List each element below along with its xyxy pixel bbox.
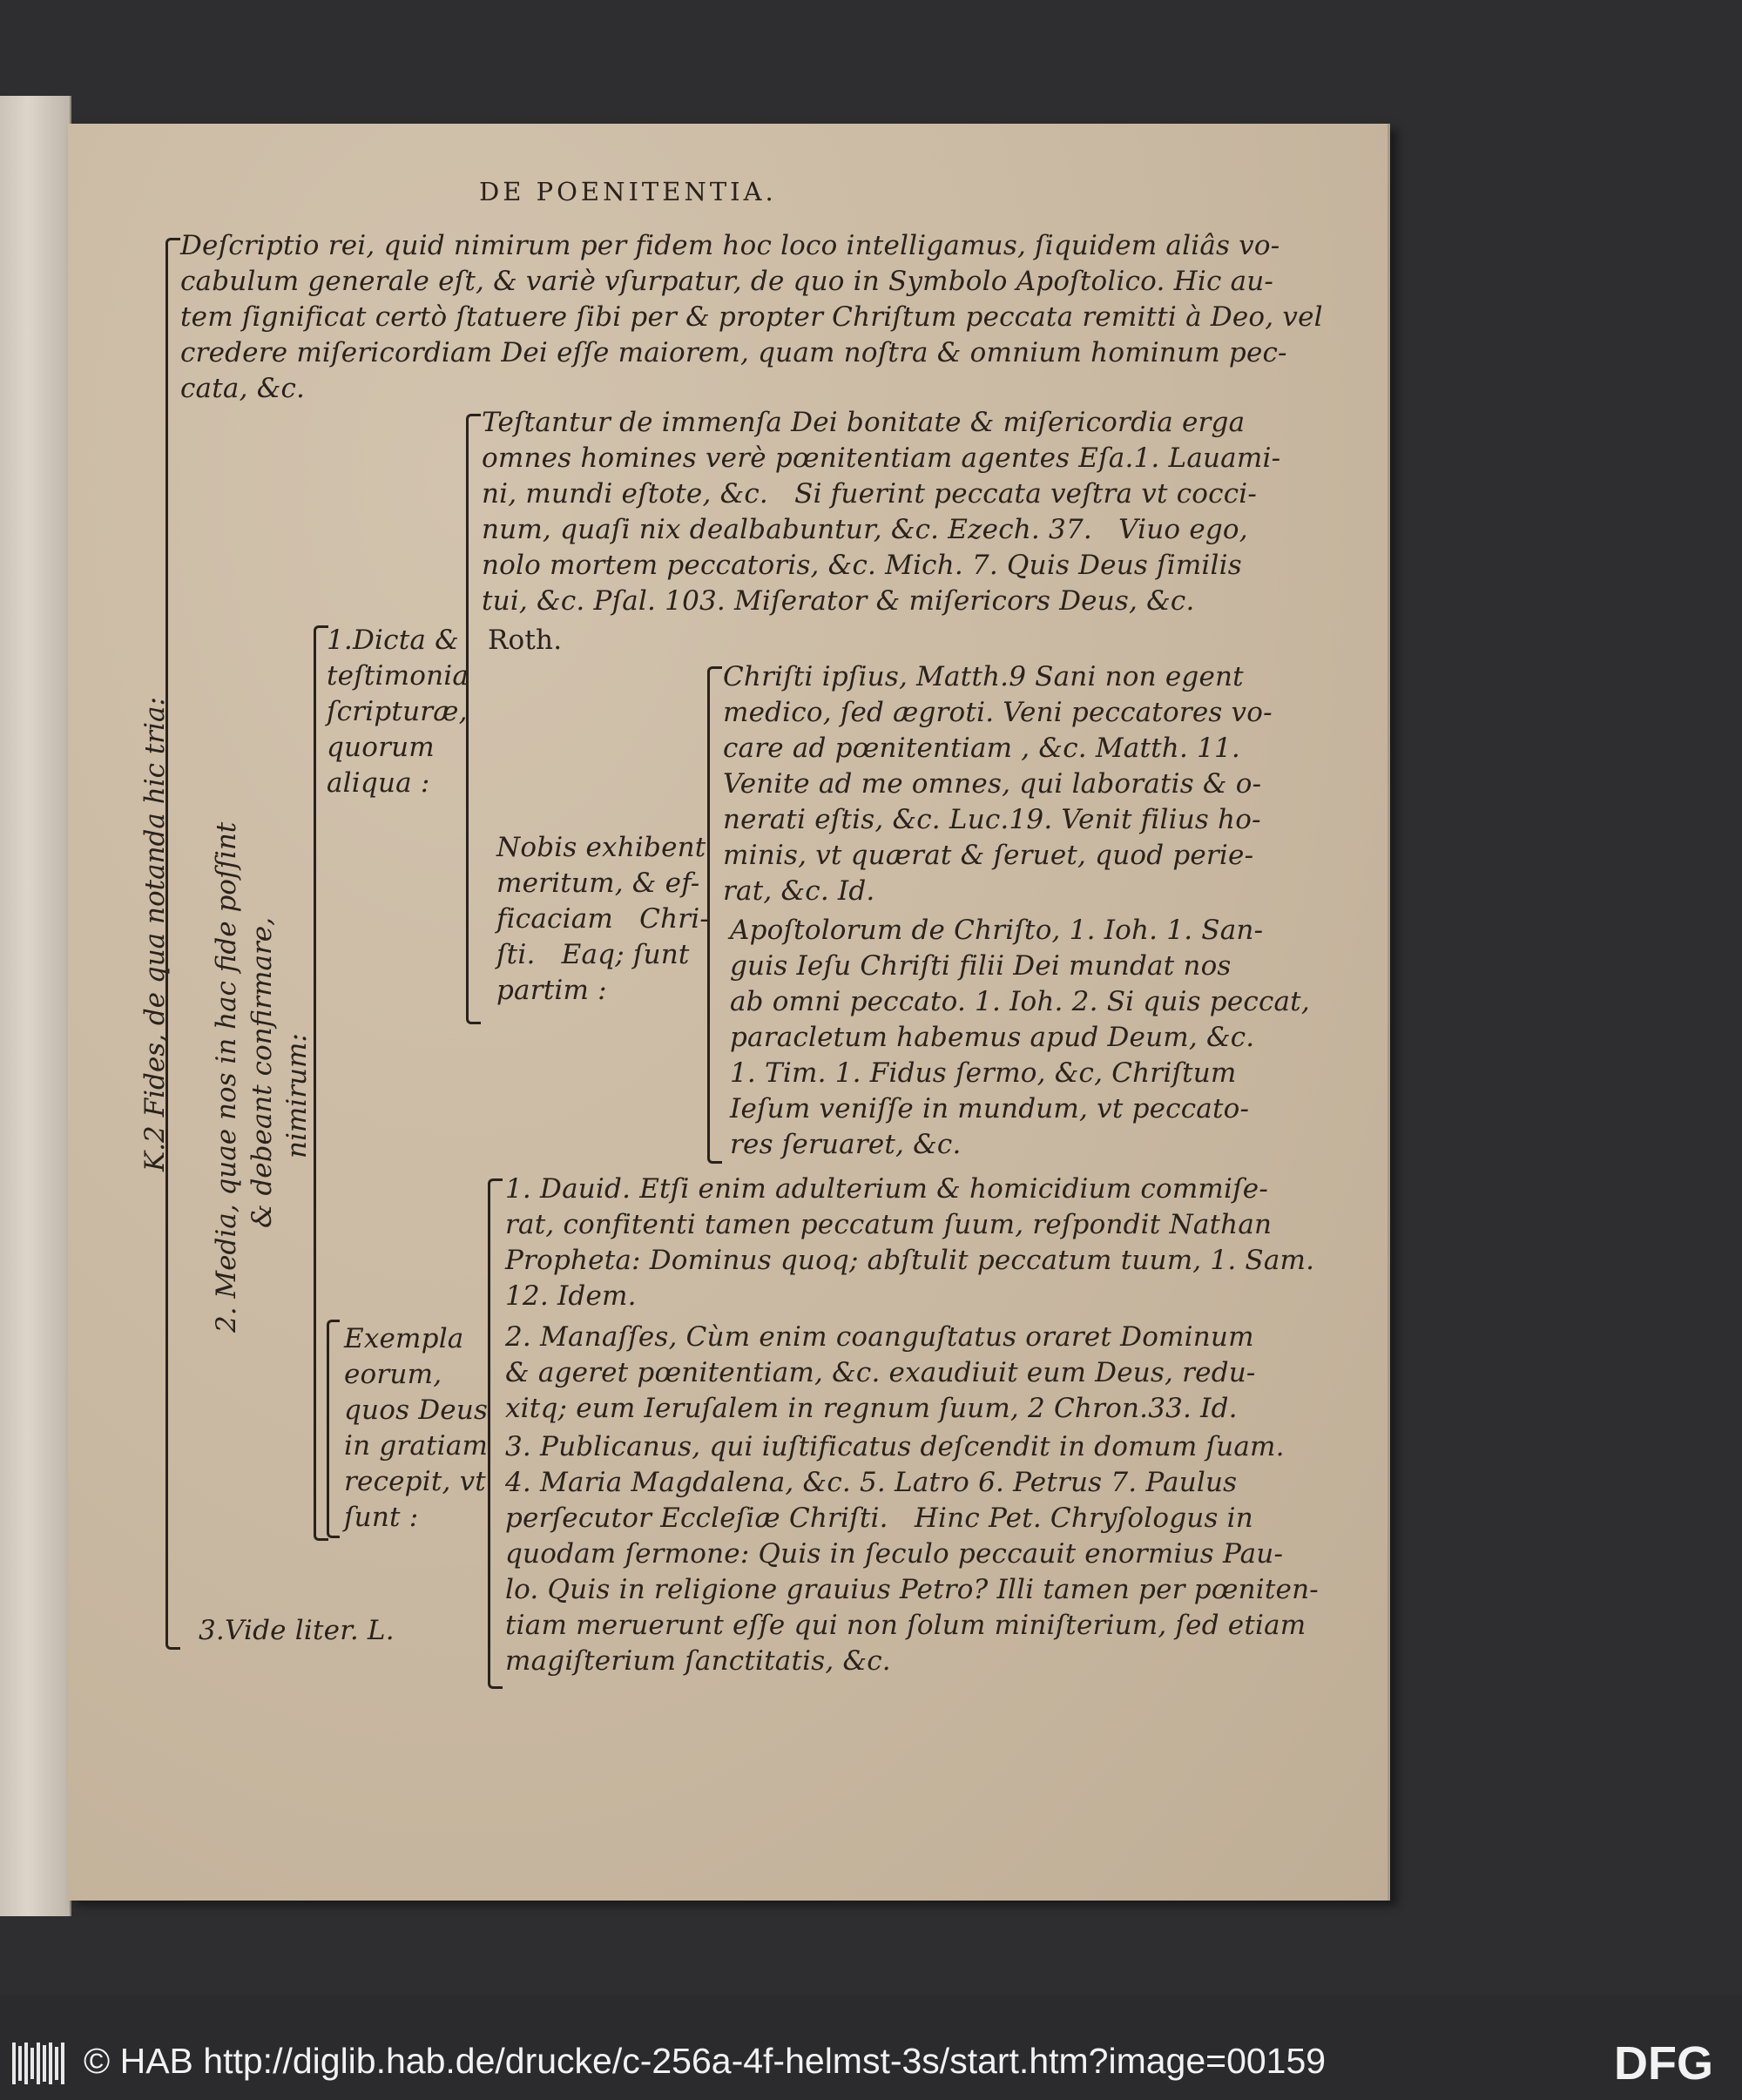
running-head: DE POENITENTIA. (479, 177, 777, 206)
exempla-line: & ageret pœnitentiam, &c. exaudiuit eum Deus, redu- (505, 1357, 1256, 1388)
christi-line: medico, ſed ægroti. Veni peccatores vo- (723, 697, 1273, 728)
side-label-fides: K.2 Fides, de qua notanda hic tria: (139, 697, 171, 1172)
exempla-label-line: quos Deus (344, 1394, 489, 1426)
dicta-label-line: aliqua : (327, 767, 430, 799)
side-label-media-3: nimirum: (281, 1033, 313, 1158)
exempla-line: xitq; eum Ieruſalem in regnum ſuum, 2 Chron.33. Id. (505, 1393, 1238, 1424)
apostolorum-line: res ſeruaret, &c. (730, 1129, 962, 1160)
testantur-line: nolo mortem peccatoris, &c. Mich. 7. Quis Deus ſimilis (482, 550, 1242, 581)
nobis-line: Nobis exhibent (496, 832, 706, 863)
christi-line: care ad pœnitentiam , &c. Matth. 11. (723, 733, 1240, 764)
testantur-line: Roth. (488, 625, 563, 656)
exempla-line: quodam ſermone: Quis in ſeculo peccauit enormius Pau- (505, 1538, 1284, 1570)
exempla-label-bracket (327, 1320, 340, 1538)
apostolorum-line: Apoſtolorum de Chriſto, 1. Ioh. 1. San- (730, 915, 1264, 946)
testantur-line: ni, mundi eſtote, &c. Si fuerint peccata veſtra vt cocci- (482, 478, 1258, 510)
exempla-line: 1. Dauid. Etſi enim adulterium & homicidium commiſe- (505, 1173, 1269, 1205)
nobis-line: ſti. Eaq; ſunt (496, 939, 690, 970)
nobis-line: ficaciam Chri- (496, 903, 710, 935)
nobis-line: meritum, & ef- (496, 868, 700, 899)
dicta-label-line: teſtimonia (327, 660, 469, 692)
exempla-label-line: ſunt : (344, 1502, 419, 1533)
nobis-line: partim : (496, 975, 607, 1006)
christi-line: Venite ad me omnes, qui laboratis & o- (723, 768, 1262, 800)
exempla-line: 3. Publicanus, qui iuſtificatus deſcendit in domum ſuam. (505, 1431, 1285, 1462)
testantur-line: num, quaſi nix dealbabuntur, &c. Ezech. 37. Viuo ego, (482, 514, 1248, 545)
testantur-line: tui, &c. Pſal. 103. Miſerator & miſericors Deus, &c. (482, 585, 1195, 617)
exempla-label-line: recepit, vt (344, 1466, 486, 1497)
dicta-bracket (466, 414, 481, 1024)
exempla-bracket (488, 1178, 503, 1689)
exempla-label-line: Exempla (344, 1323, 464, 1354)
apostolorum-line: Ieſum veniſſe in mundum, vt peccato- (730, 1093, 1250, 1124)
exempla-label-line: eorum, (344, 1359, 442, 1390)
testantur-line: omnes homines verè pœnitentiam agentes Eſa.1. Lauami- (482, 442, 1281, 474)
dicta-label-line: 1.Dicta & (327, 625, 459, 656)
testantur-line: Teſtantur de immenſa Dei bonitate & miſericordia erga (482, 407, 1246, 438)
description-line: tem ſignificat certò ſtatuere ſibi per & propter Chriſtum peccata remitti à Deo, vel (180, 301, 1323, 333)
facing-page-edge (0, 96, 71, 1916)
christi-line: Chriſti ipſius, Matth.9 Sani non egent (723, 661, 1244, 692)
exempla-label-line: in gratiam (344, 1430, 489, 1462)
apostolorum-line: ab omni peccato. 1. Ioh. 2. Si quis peccat, (730, 986, 1310, 1017)
exempla-line: 2. Manaſſes, Cùm enim coanguſtatus oraret Dominum (505, 1321, 1254, 1353)
christi-line: minis, vt quærat & ſeruet, quod perie- (723, 840, 1254, 871)
dicta-label-line: quorum (327, 732, 435, 763)
barcode-icon (12, 2043, 70, 2084)
dicta-label-line: ſcripturæ, (327, 696, 468, 727)
apostolorum-line: guis Ieſu Chriſti filii Dei mundat nos (730, 950, 1232, 982)
description-line: cata, &c. (180, 373, 306, 404)
christi-line: nerati eſtis, &c. Luc.19. Venit filius ho- (723, 804, 1261, 835)
exempla-line: lo. Quis in religione grauius Petro? Illi tamen per pœniten- (505, 1574, 1319, 1605)
side-label-media-2: & debeant confirmare, (246, 917, 278, 1228)
exempla-line: rat, confitenti tamen peccatum ſuum, reſpondit Nathan (505, 1209, 1273, 1240)
exempla-line: Propheta: Dominus quoq; abſtulit peccatum tuum, 1. Sam. (505, 1245, 1315, 1276)
footer-credit[interactable]: © HAB http://diglib.hab.de/drucke/c-256a-4f-helmst-3s/start.htm?image=00159 (84, 2041, 1327, 2081)
description-line: Deſcriptio rei, quid nimirum per fidem hoc loco intelligamus, ſiquidem aliâs vo- (180, 230, 1280, 261)
partim-bracket (707, 666, 722, 1164)
exempla-line: perſecutor Eccleſiæ Chriſti. Hinc Pet. Chryſologus in (505, 1502, 1253, 1534)
exempla-line: 12. Idem. (505, 1280, 637, 1312)
apostolorum-line: 1. Tim. 1. Fidus ſermo, &c, Chriſtum (730, 1057, 1237, 1089)
exempla-line: tiam meruerunt eſſe qui non ſolum miniſterium, ſed etiam (505, 1610, 1306, 1641)
side-label-media: 2. Media, quae nos in hac fide poſſint (211, 821, 242, 1333)
description-line: credere miſericordiam Dei eſſe maiorem, quam noſtra & omnium hominum pec- (180, 337, 1287, 368)
apostolorum-line: paracletum habemus apud Deum, &c. (730, 1022, 1255, 1053)
exempla-line: magiſterium ſanctitatis, &c. (505, 1645, 891, 1677)
exempla-line: 4. Maria Magdalena, &c. 5. Latro 6. Petrus 7. Paulus (505, 1467, 1238, 1498)
dfg-logo: DFG (1614, 2037, 1713, 2090)
christi-line: rat, &c. Id. (723, 875, 875, 907)
vide-label: 3.Vide liter. L. (199, 1615, 395, 1646)
description-line: cabulum generale eſt, & variè vſurpatur, de quo in Symbolo Apoſtolico. Hic au- (180, 266, 1274, 297)
